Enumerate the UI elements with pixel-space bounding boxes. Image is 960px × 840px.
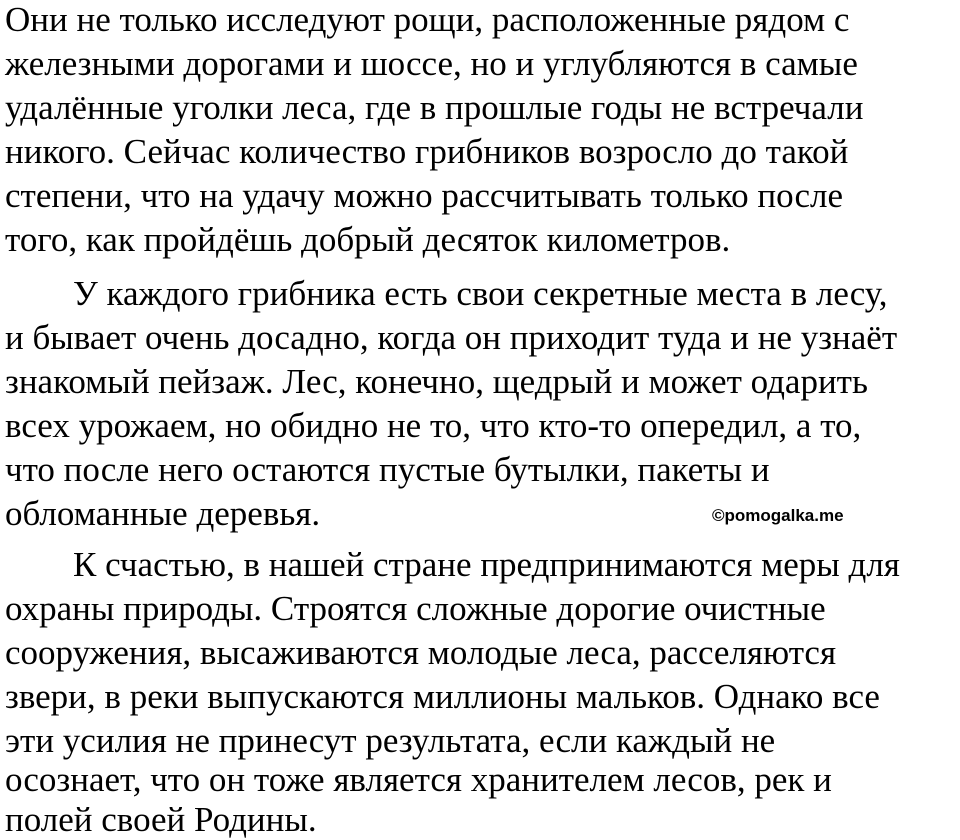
paragraph-1-line-6: того, как пройдёшь добрый десяток километров. [5,220,731,259]
paragraph-1-line-5: степени, что на удачу можно рассчитывать только после [5,176,843,215]
paragraph-1-line-3: удалённые уголки леса, где в прошлые годы не встречали [5,88,864,127]
paragraph-3-line-2: охраны природы. Строятся сложные дорогие очистные [5,589,826,628]
paragraph-3-line-5: эти усилия не принесут результата, если каждый не [5,721,776,760]
paragraph-2-line-2: и бывает очень досадно, когда он приходит туда и не узнаёт [5,318,898,357]
paragraph-2-line-5: что после него остаются пустые бутылки, пакеты и [5,450,770,489]
paragraph-3-line-3: сооружения, высаживаются молодые леса, расселяются [5,633,837,672]
paragraph-2-line-1: У каждого грибника есть свои секретные места в лесу, [73,274,888,313]
paragraph-1-line-1: Они не только исследуют рощи, расположенные рядом с [5,0,850,39]
paragraph-2-line-4: всех урожаем, но обидно не то, что кто-то опередил, а то, [5,406,862,445]
watermark: ©pomogalka.me [712,506,844,525]
paragraph-3-line-7: полей своей Родины. [5,800,317,839]
paragraph-1-line-2: железными дорогами и шоссе, но и углубляются в самые [5,44,858,83]
paragraph-2-line-6: обломанные деревья. [5,494,321,533]
paragraph-3-line-6: осознает, что он тоже является хранителем лесов, рек и [5,760,832,799]
paragraph-1-line-4: никого. Сейчас количество грибников возросло до такой [5,132,849,171]
paragraph-3-line-1: К счастью, в нашей стране предпринимаются меры для [73,545,900,584]
paragraph-2-line-3: знакомый пейзаж. Лес, конечно, щедрый и может одарить [5,362,868,401]
paragraph-3-line-4: звери, в реки выпускаются миллионы мальков. Однако все [5,677,880,716]
